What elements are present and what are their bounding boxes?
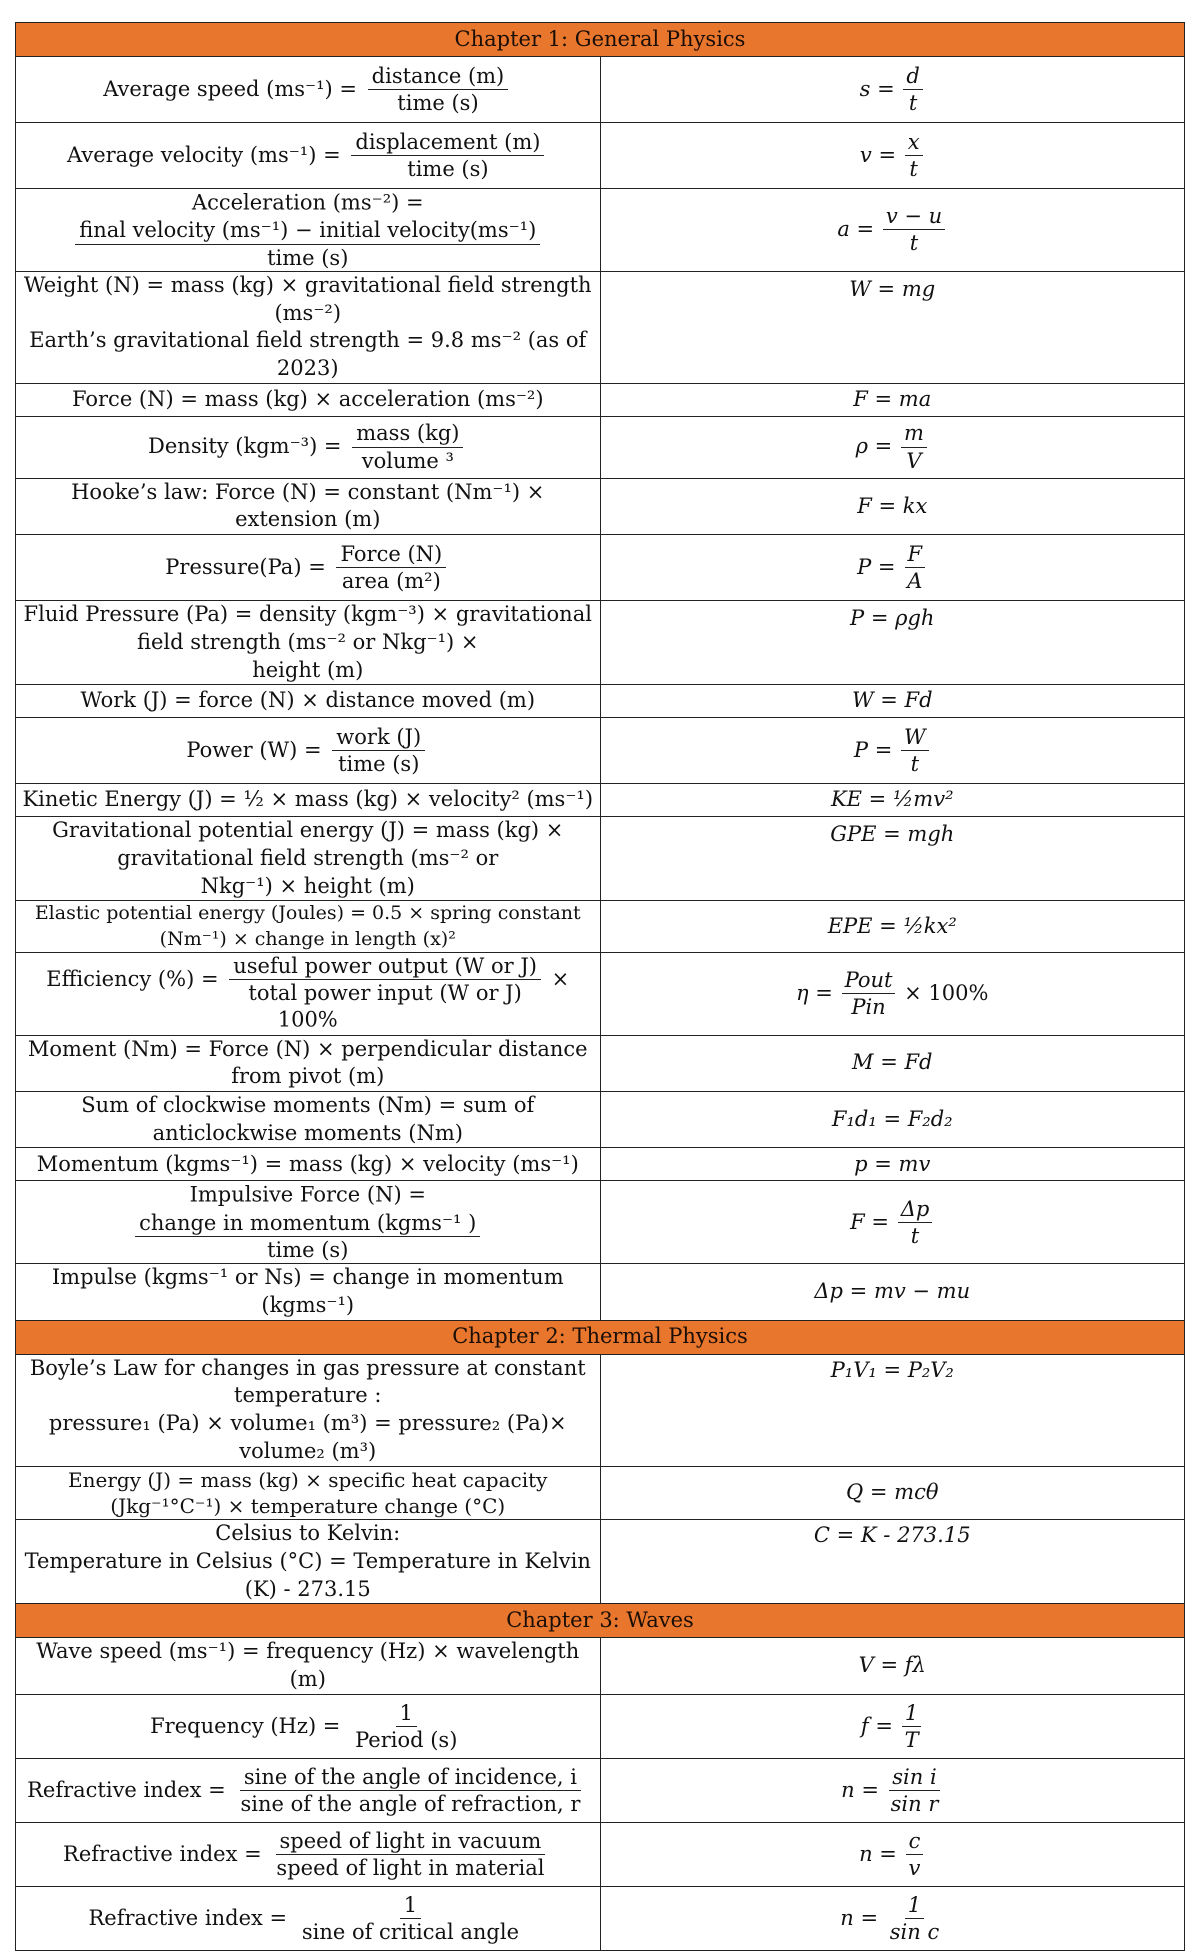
- fraction-numerator: work (J): [332, 724, 425, 751]
- symbol-lhs: ρ =: [855, 434, 893, 459]
- formula-lhs: Refractive index =: [63, 1841, 262, 1866]
- formula-line: Nkg⁻¹) × height (m): [200, 873, 415, 898]
- formula-lhs: Refractive index =: [88, 1905, 288, 1930]
- fraction-numerator: d: [903, 63, 922, 90]
- table-row: [16, 1758, 1185, 1822]
- formula-line: Boyle’s Law for changes in gas pressure at constant temperature :: [29, 1355, 586, 1408]
- formula-fraction: [352, 420, 463, 474]
- fraction-denominator: area (m²): [341, 569, 441, 594]
- table-row: [16, 1181, 1185, 1264]
- formula-description: [16, 271, 601, 383]
- formula-lhs: Frequency (Hz) =: [150, 1713, 341, 1738]
- table-row: [16, 123, 1185, 189]
- fraction-denominator: sin r: [890, 1791, 939, 1816]
- fraction-numerator: F: [905, 541, 926, 568]
- formula-symbolic: [600, 1886, 1185, 1950]
- formula-symbolic: [600, 1758, 1185, 1822]
- formula-line: Celsius to Kelvin:: [215, 1521, 401, 1546]
- formula-fraction: [236, 1764, 584, 1818]
- table-row: [16, 952, 1185, 1035]
- formula-symbolic: [600, 123, 1185, 189]
- formula-description: [16, 1181, 601, 1264]
- fraction-denominator: t: [910, 752, 920, 777]
- formula-description: [16, 1822, 601, 1886]
- chapter-header: [16, 23, 1185, 57]
- formula-fraction: [351, 1700, 461, 1754]
- table-row: [16, 1091, 1185, 1147]
- symbol-fraction: [904, 541, 925, 595]
- fraction-denominator: sine of critical angle: [301, 1919, 520, 1944]
- symbol-lhs: F =: [850, 1209, 890, 1234]
- formula-description: Work (J) = force (N) × distance moved (m): [16, 685, 601, 718]
- formula-lhs: Power (W) =: [186, 737, 322, 762]
- fraction-denominator: time (s): [338, 752, 420, 777]
- fraction-numerator: m: [901, 420, 927, 447]
- formula-symbolic: P₁V₁ = P₂V₂: [600, 1354, 1185, 1466]
- formula-symbolic: M = Fd: [600, 1035, 1185, 1091]
- formula-symbolic: EPE = ½kx²: [600, 901, 1185, 952]
- formula-description: Moment (Nm) = Force (N) × perpendicular distance from pivot (m): [16, 1035, 601, 1091]
- formula-multiplier: × 100%: [277, 966, 570, 1032]
- fraction-numerator: x: [905, 129, 923, 156]
- fraction-denominator: A: [907, 569, 923, 594]
- formula-sheet: [15, 22, 1185, 1951]
- formula-fraction: [368, 63, 509, 117]
- table-row: [16, 1466, 1185, 1520]
- formula-symbolic: W = mg: [600, 271, 1185, 383]
- fraction-numerator: Pout: [842, 967, 896, 994]
- fraction-denominator: sine of the angle of refraction, r: [240, 1791, 581, 1816]
- formula-fraction: [332, 724, 425, 778]
- symbol-fraction: [902, 1700, 922, 1754]
- formula-line: Fluid Pressure (Pa) = density (kgm⁻³) × gravitational field strength (ms⁻² or Nkg⁻¹) ×: [23, 602, 592, 654]
- formula-lhs: Efficiency (%) =: [46, 966, 219, 991]
- formula-description: Energy (J) = mass (kg) × specific heat capacity (Jkg⁻¹°C⁻¹) × temperature change (°C): [16, 1466, 601, 1520]
- formula-symbolic: V = fλ: [600, 1638, 1185, 1694]
- fraction-numerator: 1: [396, 1700, 417, 1727]
- formula-fraction: [298, 1892, 523, 1946]
- formula-symbolic: W = Fd: [600, 685, 1185, 718]
- formula-description: [16, 952, 601, 1035]
- symbol-lhs: P =: [853, 737, 893, 762]
- formula-description: Momentum (kgms⁻¹) = mass (kg) × velocity (ms⁻¹): [16, 1148, 601, 1181]
- formula-symbolic: P = ρgh: [600, 601, 1185, 685]
- fraction-numerator: v − u: [883, 203, 945, 230]
- symbol-lhs: n =: [859, 1841, 897, 1866]
- symbol-fraction: [901, 420, 927, 474]
- fraction-numerator: sine of the angle of incidence, i: [240, 1764, 581, 1791]
- formula-symbolic: [600, 1822, 1185, 1886]
- formula-symbolic: [600, 718, 1185, 784]
- table-row: [16, 535, 1185, 601]
- formula-line: height (m): [252, 657, 364, 682]
- formula-lhs: Average velocity (ms⁻¹) =: [67, 142, 341, 167]
- fraction-denominator: Pin: [851, 995, 886, 1020]
- formula-line: pressure₁ (Pa) × volume₁ (m³) = pressure₂ (Pa)× volume₂ (m³): [48, 1411, 567, 1463]
- symbol-fraction: [906, 1828, 924, 1882]
- symbol-fraction: [898, 1196, 933, 1250]
- symbol-fraction: [901, 724, 929, 778]
- table-row: [16, 718, 1185, 784]
- formula-description: Impulse (kgms⁻¹ or Ns) = change in momentum (kgms⁻¹): [16, 1264, 601, 1320]
- formula-description: [16, 123, 601, 189]
- table-row: [16, 784, 1185, 817]
- table-row: [16, 416, 1185, 478]
- formula-lhs: Density (kgm⁻³) =: [148, 434, 342, 459]
- formula-description: Wave speed (ms⁻¹) = frequency (Hz) × wavelength (m): [16, 1638, 601, 1694]
- formula-symbolic: GPE = mgh: [600, 817, 1185, 901]
- fraction-denominator: speed of light in material: [276, 1855, 545, 1880]
- formula-lhs: Impulsive Force (N) =: [189, 1183, 426, 1208]
- formula-description: [16, 416, 601, 478]
- formula-symbolic: C = K - 273.15: [600, 1520, 1185, 1604]
- formula-description: Sum of clockwise moments (Nm) = sum of anticlockwise moments (Nm): [16, 1091, 601, 1147]
- chapter-header: [16, 1604, 1185, 1638]
- formula-description: [16, 1520, 601, 1604]
- formula-symbolic: [600, 189, 1185, 272]
- symbol-fraction: [887, 1892, 942, 1946]
- formula-lhs: Refractive index =: [27, 1777, 226, 1802]
- formula-symbolic: p = mv: [600, 1148, 1185, 1181]
- fraction-numerator: distance (m): [368, 63, 509, 90]
- formula-symbolic: [600, 1181, 1185, 1264]
- formula-symbolic: Δp = mv − mu: [600, 1264, 1185, 1320]
- symbol-fraction: [842, 967, 896, 1021]
- fraction-denominator: volume ³: [361, 448, 454, 473]
- fraction-denominator: time (s): [267, 245, 349, 270]
- symbol-lhs: s =: [859, 76, 895, 101]
- table-row: [16, 1694, 1185, 1758]
- table-row: [16, 57, 1185, 123]
- symbol-lhs: P =: [857, 554, 896, 579]
- symbol-lhs: n =: [840, 1905, 879, 1930]
- formula-symbolic: [600, 416, 1185, 478]
- formula-table: [15, 22, 1185, 1951]
- formula-description: [16, 718, 601, 784]
- symbol-lhs: f =: [860, 1713, 893, 1738]
- fraction-numerator: 1: [400, 1892, 421, 1919]
- chapter-title: Chapter 1: General Physics: [16, 23, 1185, 57]
- formula-symbolic: F = ma: [600, 383, 1185, 416]
- formula-symbolic: Q = mcθ: [600, 1466, 1185, 1520]
- symbol-fraction: [883, 203, 945, 257]
- formula-description: Force (N) = mass (kg) × acceleration (ms⁻²): [16, 383, 601, 416]
- chapter-title: Chapter 3: Waves: [16, 1604, 1185, 1638]
- fraction-numerator: displacement (m): [351, 129, 544, 156]
- table-row: [16, 685, 1185, 718]
- table-row: [16, 1520, 1185, 1604]
- fraction-denominator: Period (s): [355, 1727, 458, 1752]
- formula-fraction: [229, 953, 541, 1007]
- fraction-denominator: v: [908, 1855, 921, 1880]
- table-row: [16, 1886, 1185, 1950]
- symbol-lhs: η =: [796, 980, 833, 1005]
- formula-fraction: [75, 217, 540, 271]
- formula-line: Temperature in Celsius (°C) = Temperature in Kelvin (K) - 273.15: [24, 1549, 591, 1601]
- symbol-fraction: [905, 129, 923, 183]
- chapter-header: [16, 1320, 1185, 1354]
- formula-description: [16, 57, 601, 123]
- table-row: [16, 901, 1185, 952]
- formula-fraction: [135, 1210, 480, 1264]
- formula-description: [16, 535, 601, 601]
- fraction-numerator: mass (kg): [352, 420, 463, 447]
- chapter-title: Chapter 2: Thermal Physics: [16, 1320, 1185, 1354]
- formula-description: Kinetic Energy (J) = ½ × mass (kg) × velocity² (ms⁻¹): [16, 784, 601, 817]
- formula-description: [16, 1354, 601, 1466]
- formula-description: Elastic potential energy (Joules) = 0.5 × spring constant (Nm⁻¹) × change in length (x)²: [16, 901, 601, 952]
- table-row: [16, 271, 1185, 383]
- fraction-numerator: useful power output (W or J): [229, 953, 541, 980]
- fraction-numerator: change in momentum (kgms⁻¹ ): [135, 1210, 480, 1237]
- fraction-numerator: c: [906, 1828, 924, 1855]
- table-row: [16, 1638, 1185, 1694]
- formula-symbolic: [600, 57, 1185, 123]
- formula-fraction: [272, 1828, 548, 1882]
- formula-lhs: Average speed (ms⁻¹) =: [103, 76, 357, 101]
- symbol-fraction: [903, 63, 922, 117]
- table-row: [16, 478, 1185, 534]
- symbol-lhs: a =: [837, 217, 875, 242]
- symbol-lhs: v =: [859, 142, 897, 167]
- fraction-numerator: Force (N): [336, 541, 446, 568]
- fraction-denominator: T: [904, 1727, 919, 1752]
- formula-description: [16, 601, 601, 685]
- fraction-denominator: t: [909, 157, 918, 181]
- formula-line: Earth’s gravitational field strength = 9.8 ms⁻² (as of 2023): [29, 328, 587, 381]
- formula-description: [16, 1694, 601, 1758]
- formula-fraction: [351, 129, 544, 183]
- formula-symbolic: [600, 535, 1185, 601]
- fraction-numerator: 1: [902, 1700, 921, 1727]
- symbol-multiplier: × 100%: [904, 980, 989, 1005]
- formula-symbolic: F₁d₁ = F₂d₂: [600, 1091, 1185, 1147]
- table-row: [16, 1148, 1185, 1181]
- formula-symbolic: [600, 952, 1185, 1035]
- fraction-numerator: final velocity (ms⁻¹) − initial velocity(ms⁻¹): [75, 217, 540, 244]
- fraction-numerator: W: [901, 724, 929, 751]
- table-row: [16, 1354, 1185, 1466]
- fraction-denominator: sin c: [889, 1919, 940, 1944]
- fraction-denominator: time (s): [397, 91, 479, 115]
- formula-line: Weight (N) = mass (kg) × gravitational field strength (ms⁻²): [23, 272, 592, 325]
- table-row: [16, 1035, 1185, 1091]
- fraction-denominator: t: [908, 91, 918, 115]
- table-row: [16, 601, 1185, 685]
- formula-description: [16, 1758, 601, 1822]
- formula-symbolic: [600, 1694, 1185, 1758]
- formula-lhs: Pressure(Pa) =: [165, 554, 326, 579]
- fraction-numerator: sin i: [889, 1764, 939, 1791]
- fraction-numerator: 1: [905, 1892, 924, 1919]
- formula-line: Gravitational potential energy (J) = mass (kg) × gravitational field strength (ms⁻² or: [52, 818, 564, 871]
- table-row: [16, 817, 1185, 901]
- formula-symbolic: F = kx: [600, 478, 1185, 534]
- fraction-denominator: V: [906, 448, 922, 473]
- table-row: [16, 1264, 1185, 1320]
- formula-description: [16, 189, 601, 272]
- formula-symbolic: KE = ½mv²: [600, 784, 1185, 817]
- table-row: [16, 1822, 1185, 1886]
- formula-description: [16, 1886, 601, 1950]
- fraction-denominator: t: [910, 1223, 920, 1248]
- table-row: [16, 383, 1185, 416]
- table-row: [16, 189, 1185, 272]
- fraction-denominator: total power input (W or J): [248, 980, 522, 1005]
- fraction-denominator: t: [909, 231, 919, 256]
- fraction-numerator: Δp: [898, 1196, 933, 1223]
- formula-description: Hooke’s law: Force (N) = constant (Nm⁻¹) × extension (m): [16, 478, 601, 534]
- formula-fraction: [336, 541, 446, 595]
- formula-lhs: Acceleration (ms⁻²) =: [191, 190, 424, 215]
- fraction-numerator: speed of light in vacuum: [276, 1828, 546, 1855]
- fraction-denominator: time (s): [407, 157, 489, 181]
- symbol-fraction: [888, 1764, 942, 1818]
- symbol-lhs: n =: [841, 1777, 879, 1802]
- fraction-denominator: time (s): [267, 1237, 349, 1262]
- formula-description: [16, 817, 601, 901]
